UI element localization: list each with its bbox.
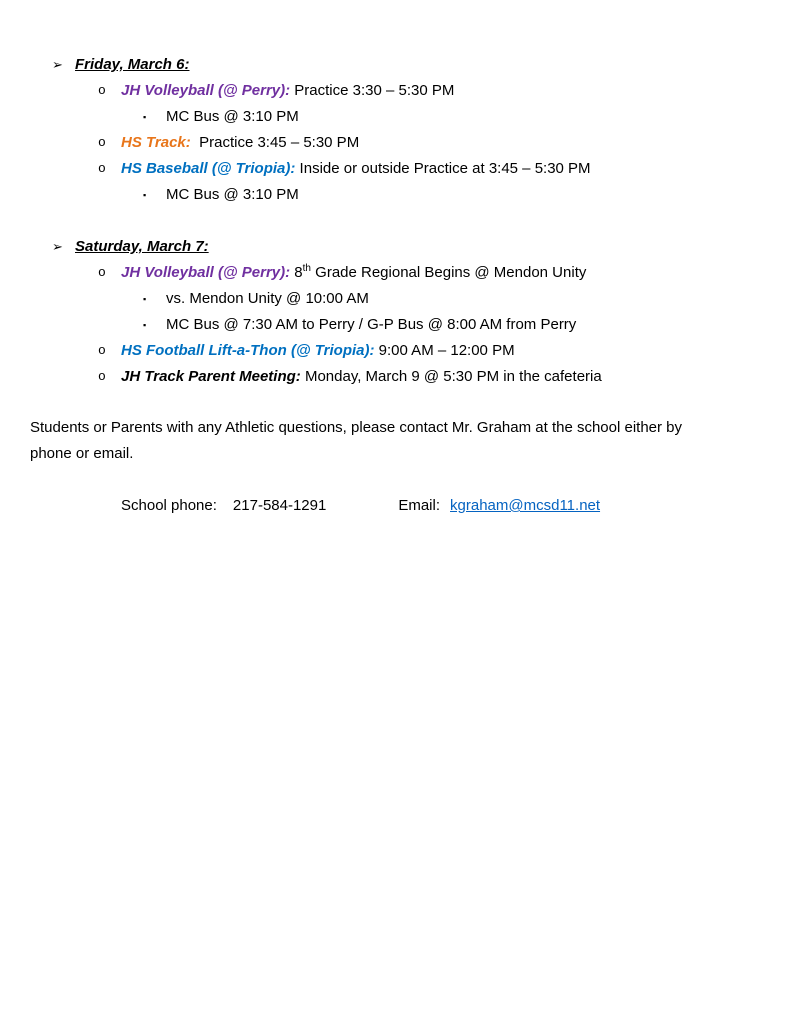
arrow-bullet-icon: ➢: [52, 57, 63, 72]
section-heading: Friday, March 6:: [75, 56, 190, 73]
event-detail: 8: [290, 264, 303, 281]
event-detail: Practice 3:30 – 5:30 PM: [290, 82, 455, 99]
event-label: HS Baseball (@ Triopia):: [121, 160, 296, 177]
schedule-subitem: [0, 182, 791, 208]
schedule-subitem: [0, 104, 791, 130]
event-detail: Practice 3:45 – 5:30 PM: [190, 134, 360, 151]
school-phone-number: 217-584-1291: [232, 497, 327, 514]
event-label: JH Volleyball (@ Perry):: [121, 264, 291, 281]
event-label: JH Volleyball (@ Perry):: [121, 82, 291, 99]
subitem-text: MC Bus @ 3:10 PM: [166, 186, 299, 203]
square-bullet-icon: ▪: [143, 190, 147, 200]
schedule-subitem: [0, 312, 791, 338]
circle-bullet-icon: o: [98, 135, 106, 150]
circle-bullet-icon: o: [98, 83, 106, 98]
square-bullet-icon: ▪: [143, 112, 147, 122]
ordinal-superscript: th: [302, 263, 311, 274]
event-detail: 9:00 AM – 12:00 PM: [374, 342, 515, 359]
circle-bullet-icon: o: [98, 161, 106, 176]
contact-line: [0, 493, 791, 519]
section-heading-row: [0, 52, 791, 78]
schedule-item: [0, 130, 791, 156]
event-label: HS Football Lift-a-Thon (@ Triopia):: [121, 342, 375, 359]
email-label: Email:: [398, 497, 441, 514]
email-link[interactable]: kgraham@mcsd11.net: [450, 497, 601, 514]
square-bullet-icon: ▪: [143, 294, 147, 304]
event-detail: Grade Regional Begins @ Mendon Unity: [310, 264, 587, 281]
circle-bullet-icon: o: [98, 343, 106, 358]
event-detail: Monday, March 9 @ 5:30 PM in the cafeteria: [300, 368, 602, 385]
subitem-text: MC Bus @ 7:30 AM to Perry / G-P Bus @ 8:00 AM from Perry: [166, 316, 577, 333]
arrow-bullet-icon: ➢: [52, 239, 63, 254]
schedule-item: [0, 78, 791, 104]
event-label: JH Track Parent Meeting:: [121, 368, 301, 385]
event-label: HS Track:: [121, 134, 191, 151]
circle-bullet-icon: o: [98, 265, 106, 280]
contact-paragraph: Students or Parents with any Athletic questions, please contact Mr. Graham at the school either by phone or email.: [30, 419, 687, 462]
circle-bullet-icon: o: [98, 369, 106, 384]
square-bullet-icon: ▪: [143, 320, 147, 330]
event-detail: Inside or outside Practice at 3:45 – 5:30 PM: [295, 160, 591, 177]
schedule-item: [0, 364, 791, 390]
schedule-item: [0, 156, 791, 182]
section-friday: [0, 52, 791, 208]
schedule-subitem: [0, 286, 791, 312]
subitem-text: vs. Mendon Unity @ 10:00 AM: [166, 290, 369, 307]
school-phone-label: School phone:: [121, 497, 217, 514]
section-heading: Saturday, March 7:: [75, 238, 209, 255]
section-saturday: [0, 234, 791, 390]
schedule-item: [0, 260, 791, 286]
subitem-text: MC Bus @ 3:10 PM: [166, 108, 299, 125]
schedule-item: [0, 338, 791, 364]
section-heading-row: [0, 234, 791, 260]
